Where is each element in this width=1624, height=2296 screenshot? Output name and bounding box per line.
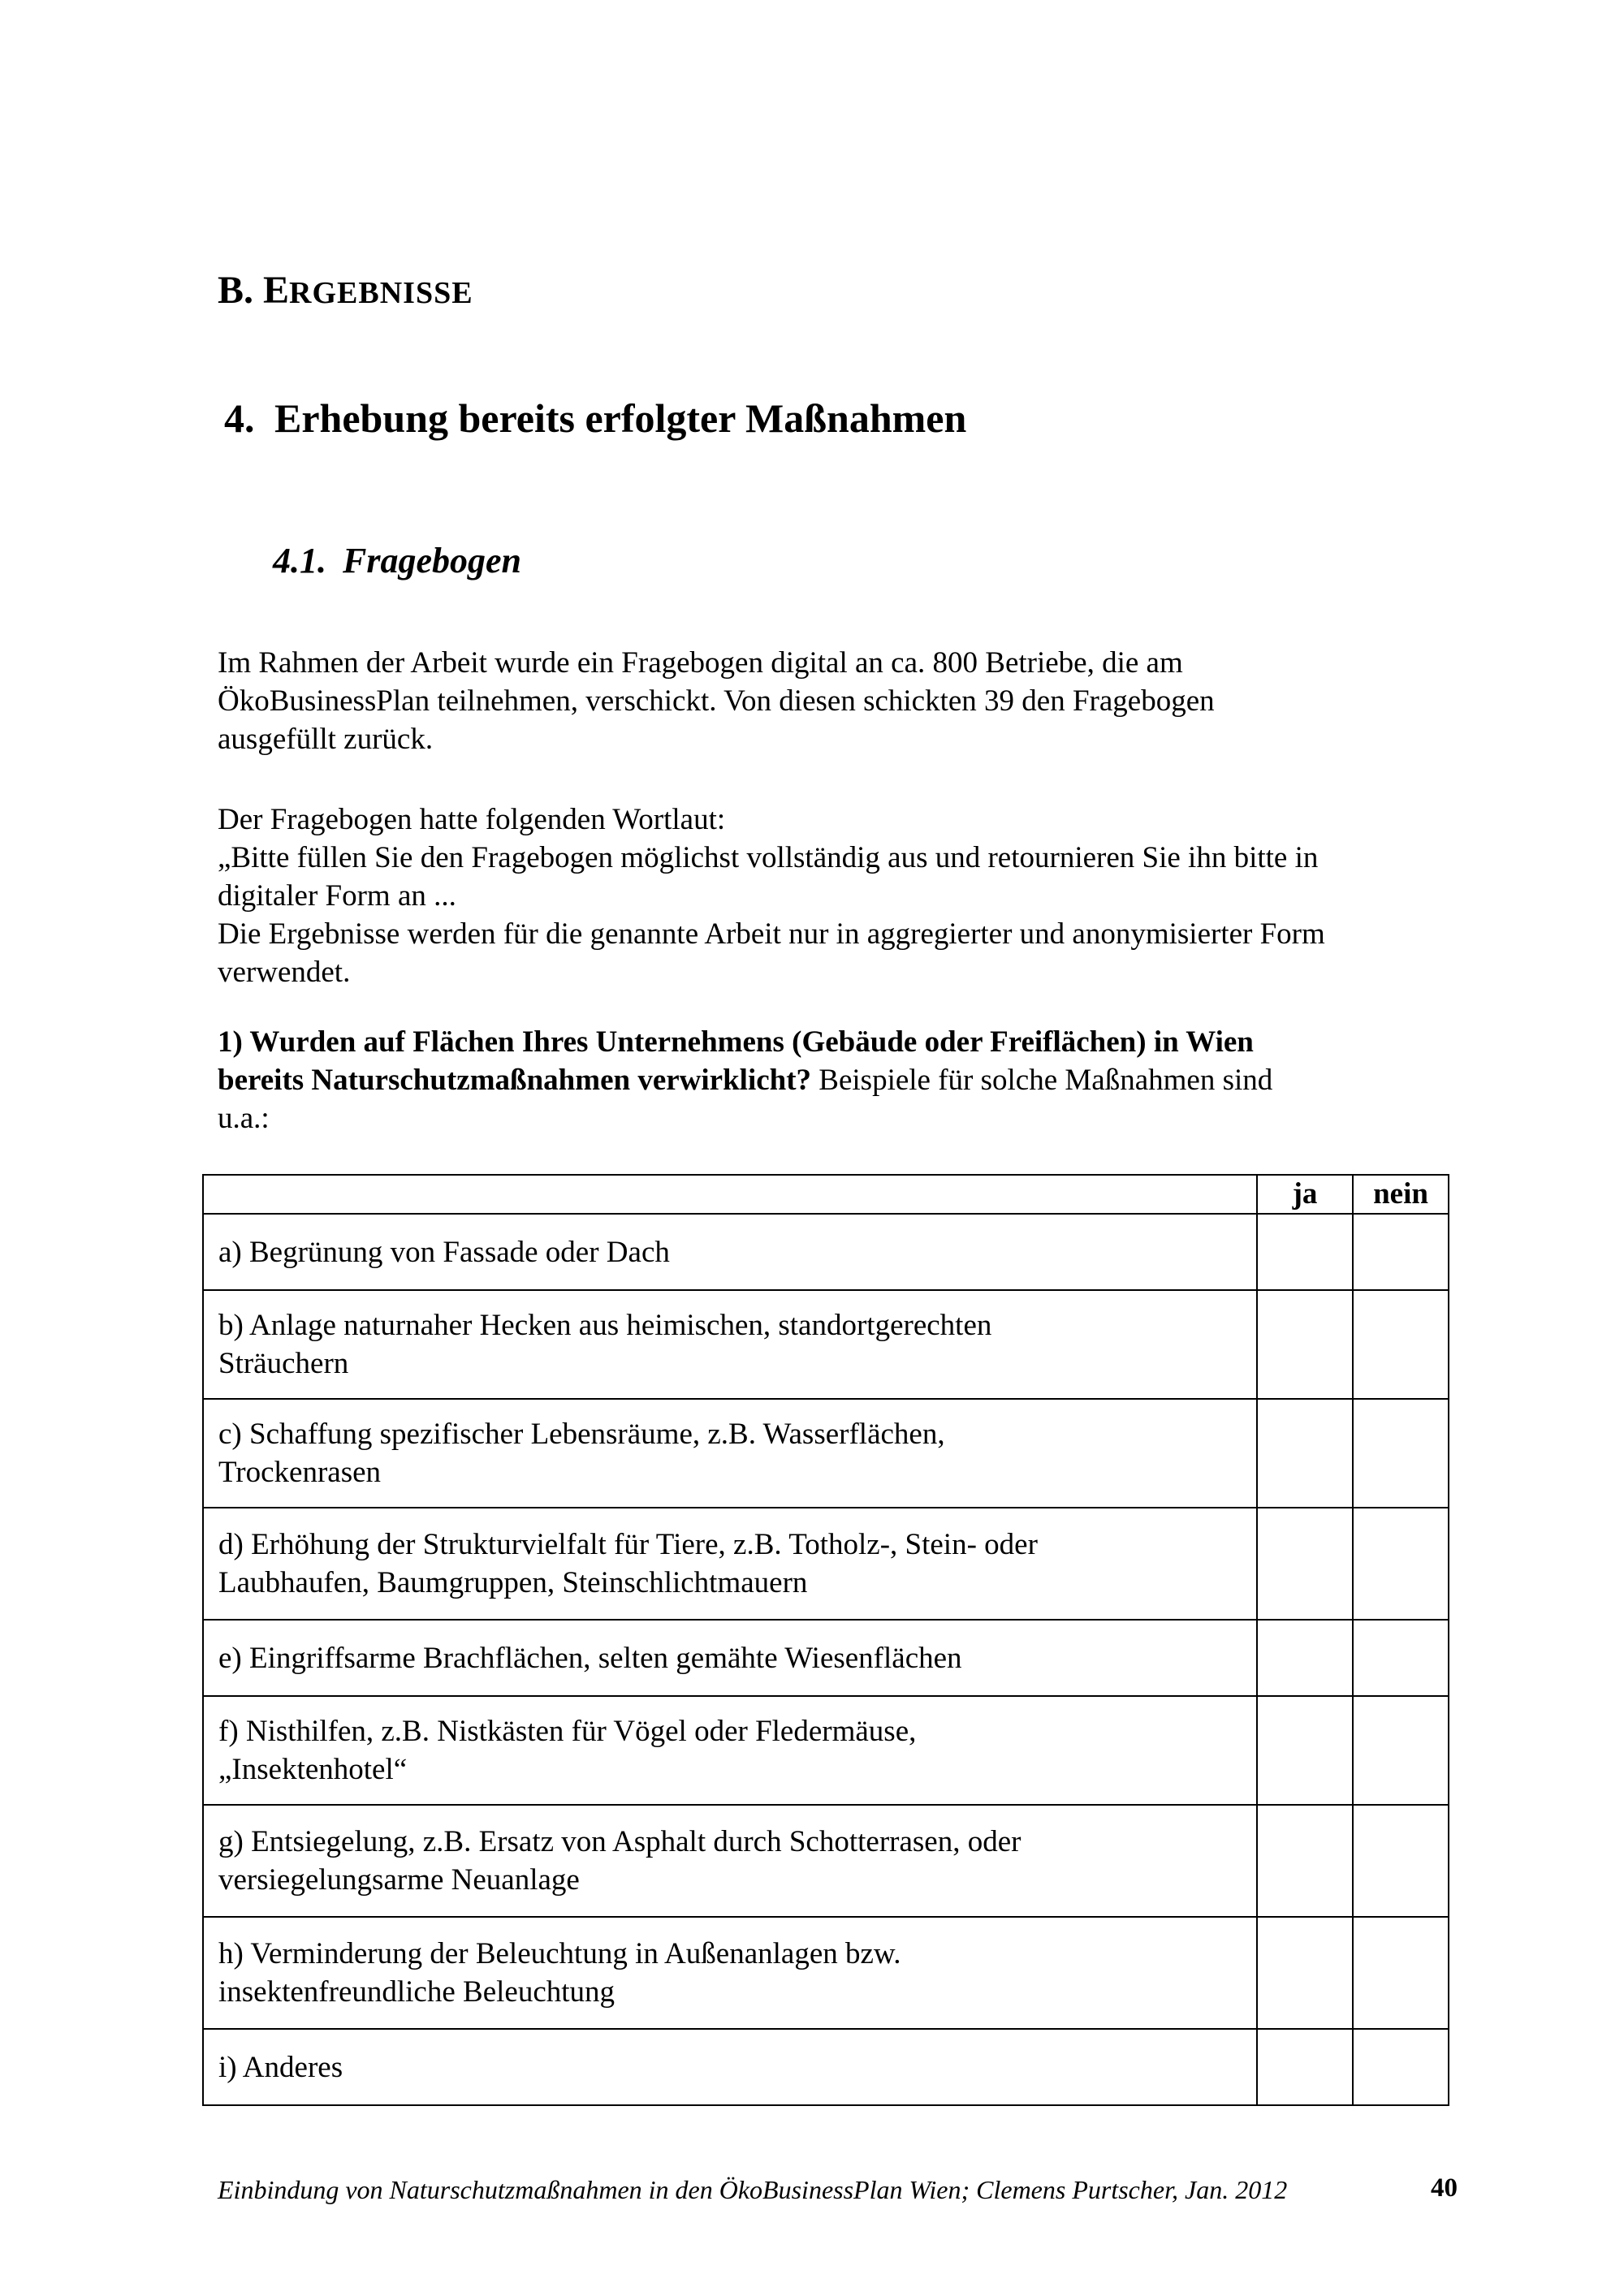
part-heading-rest: RGEBNISSE: [289, 276, 473, 310]
header-blank-cell: [203, 1175, 1257, 1214]
page-number: 40: [1431, 2173, 1458, 2203]
ja-checkbox-cell[interactable]: [1257, 1290, 1353, 1399]
ja-checkbox-cell[interactable]: [1257, 1399, 1353, 1508]
table-row: [203, 1620, 1449, 1696]
table-row: [203, 1214, 1449, 1290]
part-heading: [218, 268, 473, 313]
ja-checkbox-cell[interactable]: [1257, 1696, 1353, 1805]
footer-citation: Einbindung von Naturschutzmaßnahmen in den ÖkoBusinessPlan Wien; Clemens Purtscher, Jan. 2012: [218, 2175, 1288, 2204]
measure-label: h) Verminderung der Beleuchtung in Außenanlagen bzw. insektenfreundliche Beleuchtung: [203, 1917, 1257, 2029]
table-row: [203, 1917, 1449, 2029]
nein-checkbox-cell[interactable]: [1353, 2029, 1449, 2105]
chapter-heading: [224, 395, 966, 442]
question-bold-line: bereits Naturschutzmaßnahmen verwirklicht?: [218, 1064, 812, 1097]
wortlaut-line: „Bitte füllen Sie den Fragebogen möglichst vollständig aus und retournieren Sie ihn bitte in: [218, 841, 1319, 874]
table-row: [203, 1805, 1449, 1917]
measure-label: i) Anderes: [203, 2029, 1257, 2105]
table-row: [203, 2029, 1449, 2105]
table-header-row: [203, 1175, 1449, 1214]
measure-label: f) Nisthilfen, z.B. Nistkästen für Vögel oder Fledermäuse, „Insektenhotel“: [203, 1696, 1257, 1805]
intro-line: Im Rahmen der Arbeit wurde ein Fragebogen digital an ca. 800 Betriebe, die am: [218, 646, 1183, 680]
ja-checkbox-cell[interactable]: [1257, 1620, 1353, 1696]
ja-checkbox-cell[interactable]: [1257, 1805, 1353, 1917]
ja-checkbox-cell[interactable]: [1257, 1214, 1353, 1290]
header-nein: nein: [1353, 1175, 1449, 1214]
section-title: Fragebogen: [343, 541, 521, 580]
wortlaut-paragraph: [218, 801, 1484, 991]
table-row: [203, 1290, 1449, 1399]
question-1: [218, 1023, 1484, 1137]
nein-checkbox-cell[interactable]: [1353, 1620, 1449, 1696]
intro-line: ÖkoBusinessPlan teilnehmen, verschickt. Von diesen schickten 39 den Fragebogen: [218, 684, 1215, 718]
section-heading: [273, 540, 521, 581]
survey-table: [202, 1174, 1449, 2106]
question-normal-text: u.a.:: [218, 1102, 270, 1135]
ja-checkbox-cell[interactable]: [1257, 1508, 1353, 1620]
intro-paragraph: [218, 644, 1484, 758]
wortlaut-line: verwendet.: [218, 956, 351, 989]
measure-label: g) Entsiegelung, z.B. Ersatz von Asphalt durch Schotterrasen, oder versiegelungsarme Neuanlage: [203, 1805, 1257, 1917]
nein-checkbox-cell[interactable]: [1353, 1508, 1449, 1620]
measure-label: b) Anlage naturnaher Hecken aus heimischen, standortgerechten Sträuchern: [203, 1290, 1257, 1399]
section-number: 4.1.: [273, 541, 326, 580]
ja-checkbox-cell[interactable]: [1257, 1917, 1353, 2029]
ja-checkbox-cell[interactable]: [1257, 2029, 1353, 2105]
measure-label: c) Schaffung spezifischer Lebensräume, z.B. Wasserflächen, Trockenrasen: [203, 1399, 1257, 1508]
table-row: [203, 1399, 1449, 1508]
measure-label: e) Eingriffsarme Brachflächen, selten gemähte Wiesenflächen: [203, 1620, 1257, 1696]
nein-checkbox-cell[interactable]: [1353, 1290, 1449, 1399]
part-heading-prefix: B. E: [218, 269, 290, 312]
nein-checkbox-cell[interactable]: [1353, 1805, 1449, 1917]
nein-checkbox-cell[interactable]: [1353, 1917, 1449, 2029]
table-row: [203, 1696, 1449, 1805]
chapter-title: Erhebung bereits erfolgter Maßnahmen: [274, 395, 967, 441]
wortlaut-line: digitaler Form an ...: [218, 879, 456, 913]
measure-label: d) Erhöhung der Strukturvielfalt für Tiere, z.B. Totholz-, Stein- oder Laubhaufen, Baumgruppen, Steinschlichtmauern: [203, 1508, 1257, 1620]
nein-checkbox-cell[interactable]: [1353, 1399, 1449, 1508]
nein-checkbox-cell[interactable]: [1353, 1696, 1449, 1805]
table-row: [203, 1508, 1449, 1620]
wortlaut-line: Die Ergebnisse werden für die genannte Arbeit nur in aggregierter und anonymisierter Form: [218, 917, 1325, 951]
wortlaut-line: Der Fragebogen hatte folgenden Wortlaut:: [218, 803, 726, 836]
question-bold-line: 1) Wurden auf Flächen Ihres Unternehmens (Gebäude oder Freiflächen) in Wien: [218, 1025, 1254, 1059]
chapter-number: 4.: [224, 395, 255, 441]
nein-checkbox-cell[interactable]: [1353, 1214, 1449, 1290]
intro-line: ausgefüllt zurück.: [218, 723, 434, 756]
header-ja: ja: [1257, 1175, 1353, 1214]
measure-label: a) Begrünung von Fassade oder Dach: [203, 1214, 1257, 1290]
question-normal-text: Beispiele für solche Maßnahmen sind: [811, 1064, 1273, 1097]
